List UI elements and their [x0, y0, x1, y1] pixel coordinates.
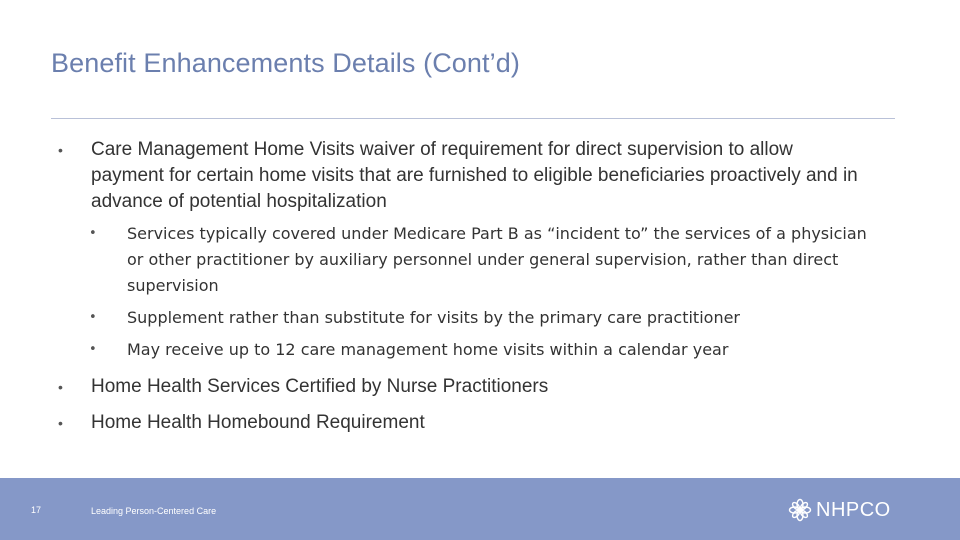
bullet-item — [58, 410, 871, 436]
bullet-dot: • — [89, 226, 97, 241]
flower-logo-icon — [788, 498, 812, 522]
sub-bullet-text: Services typically covered under Medicare Part B as “incident to” the services of a physician or other practitioner by auxiliary personnel under general supervision, rather than direct supervision — [127, 224, 867, 295]
bullet-text: Home Health Homebound Requirement — [91, 412, 425, 433]
logo-text: NHPCO — [816, 498, 891, 521]
page-number: 17 — [31, 505, 42, 515]
slide-title: Benefit Enhancements Details (Cont’d) — [51, 48, 520, 78]
title-divider — [51, 118, 895, 119]
sub-bullet-text: May receive up to 12 care management home visits within a calendar year — [127, 340, 729, 359]
footer-bar — [0, 478, 960, 540]
sub-bullet-text: Supplement rather than substitute for visits by the primary care practitioner — [127, 308, 740, 327]
bullet-dot: • — [89, 342, 97, 357]
bullet-text: Home Health Services Certified by Nurse Practitioners — [91, 376, 549, 397]
bullet-dot: • — [58, 142, 63, 158]
bullet-item — [58, 137, 871, 215]
sub-bullet-item — [89, 337, 867, 363]
footer-tagline: Leading Person-Centered Care — [91, 506, 217, 516]
nhpco-logo — [788, 498, 891, 522]
bullet-dot: • — [58, 415, 63, 431]
bullet-text: Care Management Home Visits waiver of requirement for direct supervision to allow payment for certain home visits that are furnished to eligible beneficiaries proactively and in advance of potential hospitalization — [91, 139, 858, 212]
sub-bullet-item — [89, 221, 867, 299]
bullet-dot: • — [89, 310, 97, 325]
bullet-dot: • — [58, 379, 63, 395]
bullet-item — [58, 374, 871, 400]
sub-bullet-item — [89, 305, 867, 331]
